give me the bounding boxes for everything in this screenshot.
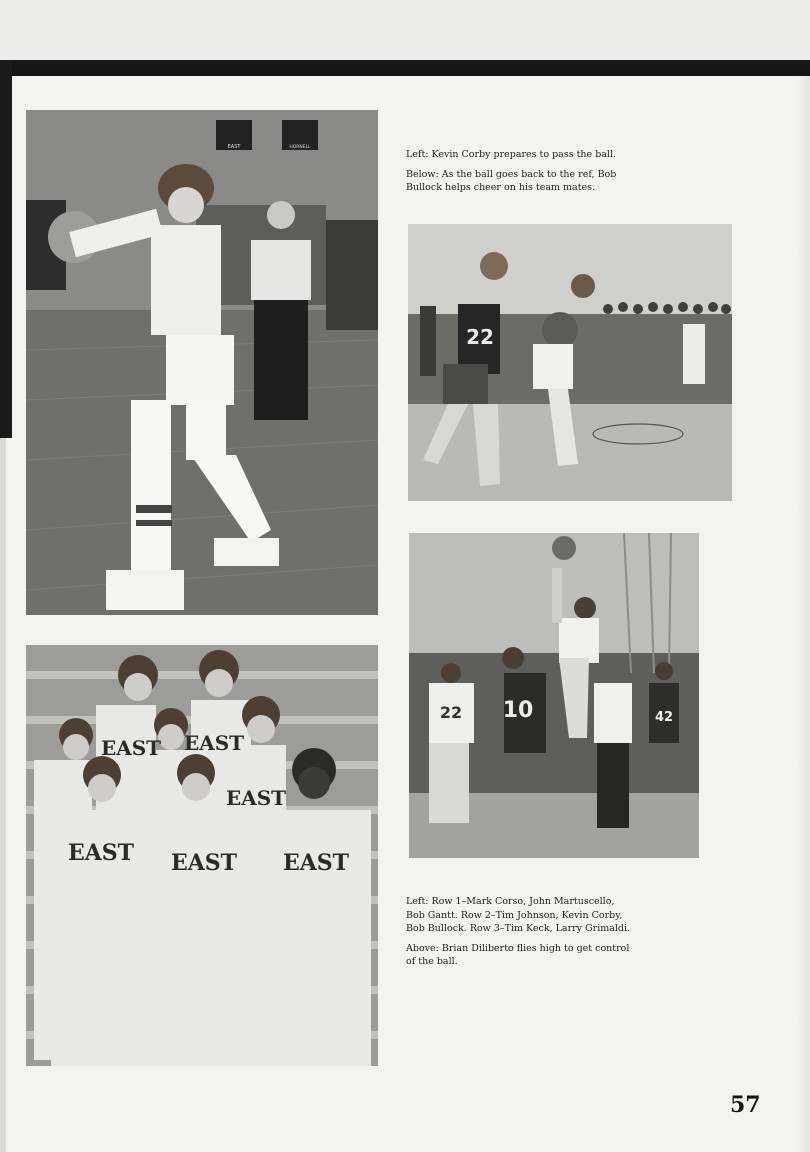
scoreboard-right-label: HORNELL [289,145,311,150]
jersey-number: 22 [466,325,494,349]
photo-kevin-corby [26,110,378,615]
shirt-text-4: EAST [67,840,135,866]
scoreboard-left-label: EAST [227,144,241,150]
side-tab [0,60,12,438]
page-top-margin [0,0,810,60]
jersey-number-10: 10 [502,698,534,723]
header-rule [12,60,810,76]
photo-bob-bullock [408,224,732,501]
photo-team [26,645,378,1066]
shirt-text-1: EAST [100,736,162,760]
caption-brian-diliberto: Above: Brian Diliberto flies high to get control of the ball. [406,942,630,967]
shirt-text-5: EAST [170,850,238,876]
page-number: 57 [730,1092,761,1118]
shirt-text-2: EAST [183,731,245,755]
shirt-text-6: EAST [282,850,350,876]
caption-kevin-corby: Left: Kevin Corby prepares to pass the ball. [406,149,617,160]
page-shadow [796,76,810,1152]
page-edge [0,438,6,1152]
caption-team-roster: Left: Row 1–Mark Corso, John Martuscello, Bob Gantt. Row 2–Tim Johnson, Kevin Corby, Bob Bullock. Row 3–Tim Keck, Larry Grimaldi. [406,896,631,934]
jersey-number-42: 42 [654,710,674,725]
caption-top [406,148,646,201]
caption-bottom [406,895,634,975]
shirt-text-3: EAST [225,786,287,810]
jersey-number-22: 22 [439,703,463,722]
caption-bob-bullock: Below: As the ball goes back to the ref, Bob Bullock helps cheer on his team mates. [406,168,617,193]
photo-brian-diliberto [409,533,699,858]
